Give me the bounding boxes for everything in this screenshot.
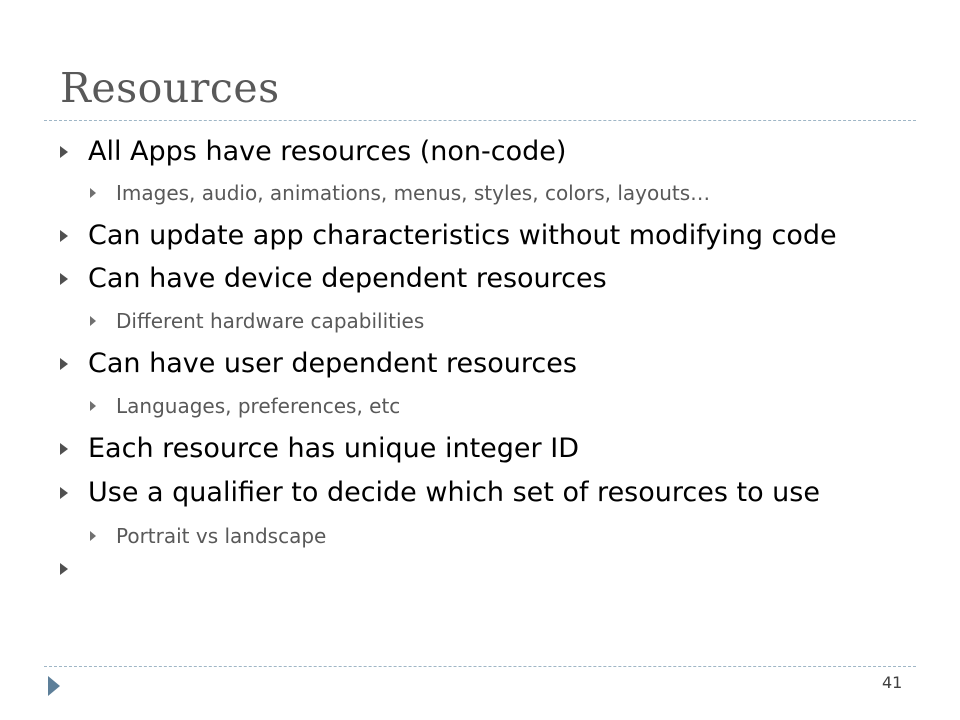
bullet-arrow-icon xyxy=(60,487,68,499)
sub-bullet-item xyxy=(90,309,424,333)
sub-bullet-arrow-icon xyxy=(90,316,96,326)
bullet-text: Each resource has unique integer ID xyxy=(88,433,579,464)
footer-arrow-icon xyxy=(48,676,60,696)
bullet-arrow-icon xyxy=(60,563,68,575)
bullet-text: Can have user dependent resources xyxy=(88,348,577,379)
sub-bullet-arrow-icon xyxy=(90,531,96,541)
sub-bullet-arrow-icon xyxy=(90,188,96,198)
bullet-item xyxy=(60,563,88,575)
bullet-arrow-icon xyxy=(60,443,68,455)
sub-bullet-item xyxy=(90,394,400,418)
bullet-item xyxy=(60,220,837,251)
bullet-text: All Apps have resources (non-code) xyxy=(88,136,567,167)
sub-bullet-text: Different hardware capabilities xyxy=(116,309,425,333)
sub-bullet-arrow-icon xyxy=(90,401,96,411)
sub-bullet-text: Portrait vs landscape xyxy=(116,524,327,548)
bullet-arrow-icon xyxy=(60,273,68,285)
sub-bullet-item xyxy=(90,524,326,548)
bullet-text: Can update app characteristics without modifying code xyxy=(88,220,837,251)
sub-bullet-text: Images, audio, animations, menus, styles, colors, layouts… xyxy=(116,181,711,205)
footer-divider xyxy=(44,666,916,667)
bullet-arrow-icon xyxy=(60,230,68,242)
page-number: 41 xyxy=(882,673,903,692)
bullet-item xyxy=(60,263,607,294)
sub-bullet-item xyxy=(90,181,710,205)
bullet-item xyxy=(60,433,579,464)
bullet-text: Can have device dependent resources xyxy=(88,263,607,294)
slide-title: Resources xyxy=(60,64,280,112)
bullet-arrow-icon xyxy=(60,146,68,158)
bullet-text: Use a qualifier to decide which set of resources to use xyxy=(88,477,820,508)
bullet-arrow-icon xyxy=(60,358,68,370)
sub-bullet-text: Languages, preferences, etc xyxy=(116,394,401,418)
bullet-item xyxy=(60,348,577,379)
bullet-item xyxy=(60,477,820,508)
bullet-item xyxy=(60,136,566,167)
